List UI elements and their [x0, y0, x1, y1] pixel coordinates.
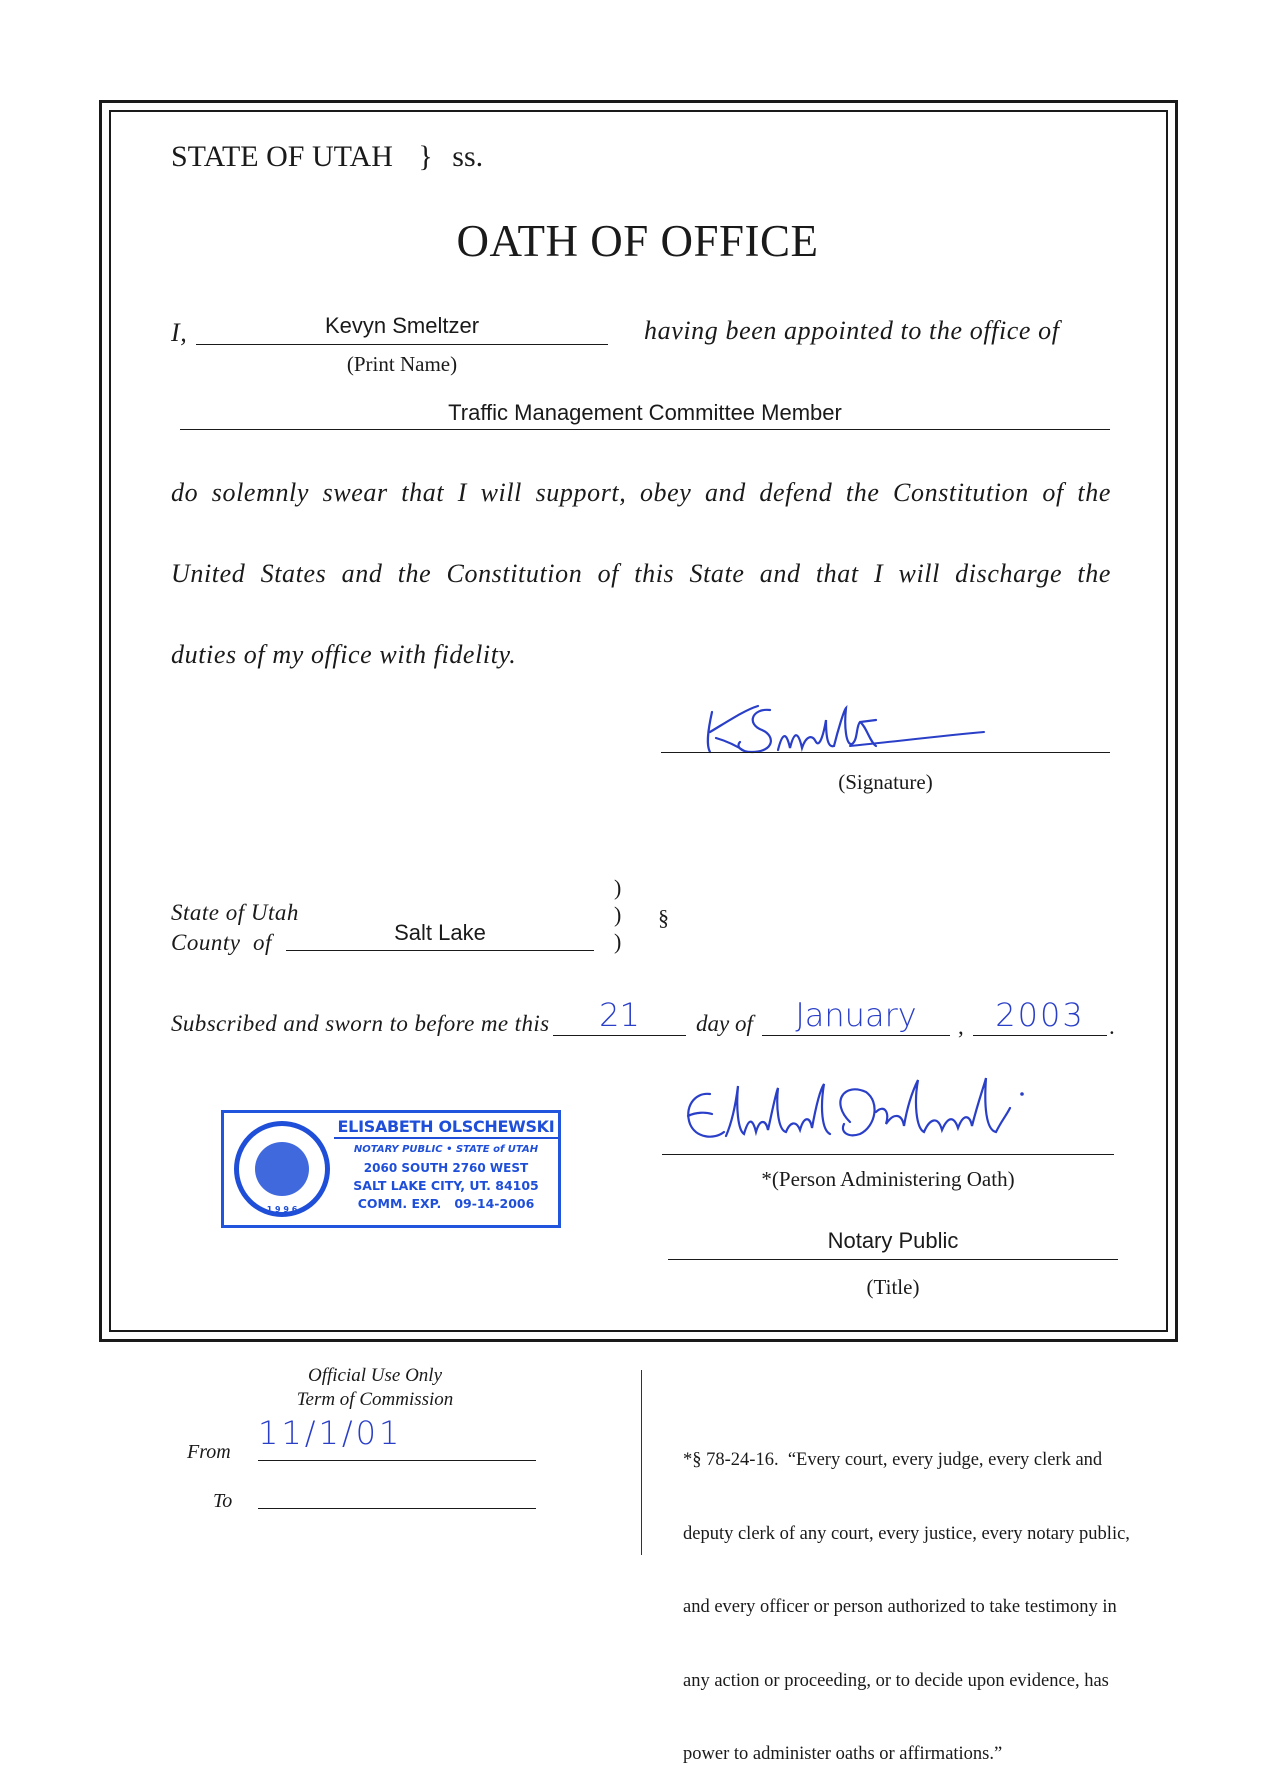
- county-value: Salt Lake: [394, 920, 486, 945]
- year-line: [973, 1035, 1107, 1036]
- month-value: January: [795, 996, 917, 1034]
- oath-line-1: do solemnly swear that I will support, obey and defend the Constitution of the: [171, 478, 1111, 507]
- notary-seal: [234, 1121, 330, 1217]
- notary-line-2: NOTARY PUBLIC • STATE of UTAH: [353, 1144, 539, 1155]
- footnote-line-1: *§ 78-24-16. “Every court, every judge, every clerk and: [683, 1450, 1103, 1470]
- notary-line-5: COMM. EXP. 09-14-2006: [357, 1196, 535, 1211]
- print-name-caption: (Print Name): [346, 352, 458, 376]
- title-line: [668, 1259, 1118, 1260]
- statute-footnote: [683, 1399, 1130, 1791]
- paren-1: ): [614, 875, 622, 900]
- state-heading-text: STATE OF UTAH: [171, 140, 393, 173]
- administrator-caption: *(Person Administering Oath): [761, 1167, 1015, 1191]
- section-symbol: §: [658, 905, 669, 930]
- day-line: [553, 1035, 686, 1036]
- footnote-line-3: and every officer or person authorized to take testimony in: [683, 1597, 1117, 1617]
- from-label: From: [187, 1441, 231, 1463]
- pronoun-i: I,: [171, 318, 188, 347]
- print-name-value: Kevyn Smeltzer: [324, 313, 480, 338]
- office-value: Traffic Management Committee Member: [448, 400, 842, 425]
- ss-text: ss.: [452, 140, 484, 173]
- notary-name: ELISABETH OLSCHEWSKI: [334, 1117, 558, 1139]
- notary-line-4: SALT LAKE CITY, UT. 84105: [353, 1178, 539, 1193]
- paren-3: ): [614, 929, 622, 954]
- office-line: [180, 429, 1110, 430]
- admin-signature-graphic: [680, 1072, 1060, 1157]
- from-line: [258, 1460, 536, 1461]
- notary-line-3: 2060 SOUTH 2760 WEST: [363, 1161, 529, 1175]
- from-value: 11/1/01: [258, 1414, 403, 1452]
- footer-divider: [641, 1370, 642, 1555]
- administrator-line: [662, 1154, 1114, 1155]
- seal-emblem: [255, 1142, 309, 1196]
- seal-year: 1 9 9 6: [266, 1205, 298, 1214]
- signature-caption: (Signature): [838, 770, 933, 794]
- page-title: OATH OF OFFICE: [456, 216, 819, 266]
- day-of-text: day of: [696, 1011, 753, 1036]
- footnote-line-5: power to administer oaths or affirmations.”: [683, 1744, 1003, 1764]
- brace-symbol: }: [418, 140, 433, 173]
- venue-county-label: County of: [171, 930, 272, 955]
- month-line: [762, 1035, 950, 1036]
- title-caption: (Title): [866, 1275, 920, 1299]
- to-line: [258, 1508, 536, 1509]
- county-line: [286, 950, 594, 951]
- oath-line-2: United States and the Constitution of this State and that I will discharge the: [171, 559, 1111, 588]
- oath-line-3: duties of my office with fidelity.: [171, 640, 517, 669]
- state-heading: [171, 140, 483, 174]
- signature-line: [661, 752, 1110, 753]
- notary-stamp: [221, 1110, 561, 1228]
- paren-2: ): [614, 902, 622, 927]
- print-name-line: [196, 344, 608, 345]
- appointed-text: having been appointed to the office of: [644, 316, 1060, 345]
- venue-parentheses: [614, 874, 621, 955]
- footnote-line-4: any action or proceeding, or to decide upon evidence, has: [683, 1670, 1109, 1691]
- venue-state-label: State of Utah: [171, 900, 299, 925]
- oath-taker-signature: [700, 690, 990, 760]
- date-comma: ,: [958, 1014, 964, 1039]
- footnote-line-2: deputy clerk of any court, every justice, every notary public,: [683, 1523, 1130, 1544]
- day-value: 21: [599, 996, 640, 1034]
- date-period: .: [1109, 1014, 1115, 1039]
- signature-graphic: [700, 690, 990, 760]
- subscribed-text: Subscribed and sworn to before me this: [171, 1011, 550, 1036]
- year-value: 2003: [995, 996, 1085, 1034]
- administrator-signature: [680, 1072, 1060, 1157]
- title-value: Notary Public: [827, 1228, 959, 1253]
- to-label: To: [213, 1490, 233, 1512]
- official-use-heading: Official Use Only: [307, 1365, 443, 1386]
- term-of-commission: Term of Commission: [296, 1389, 454, 1410]
